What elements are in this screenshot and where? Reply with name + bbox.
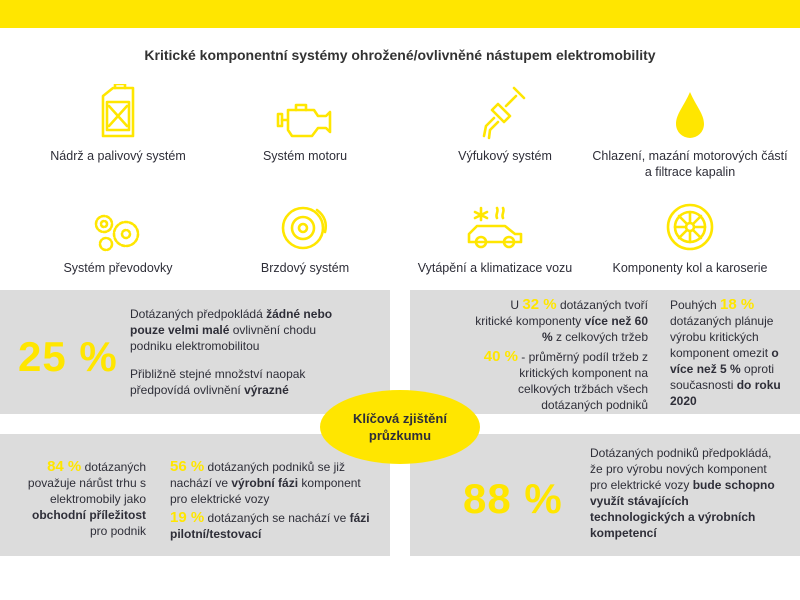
car-climate-icon bbox=[465, 204, 525, 252]
stat-88-percent: 88 % bbox=[463, 475, 563, 522]
fuel-can-icon bbox=[95, 84, 141, 140]
component-fuel bbox=[18, 78, 218, 164]
finding-text-top-left-2: Přibližně stejné množství naopak předpovídá ovlivnění výrazné bbox=[130, 367, 306, 397]
finding-text-bottom-left-3: 19 % dotázaných se nachází ve fázi pilotní/testovací bbox=[170, 509, 370, 541]
component-cooling bbox=[590, 78, 790, 180]
component-label: Systém převodovky bbox=[63, 261, 173, 275]
component-climate bbox=[395, 190, 595, 276]
component-gearbox bbox=[18, 190, 218, 276]
component-label: Komponenty kol a karoserie bbox=[612, 261, 768, 275]
component-label: Chlazení, mazání motorových částí a filtrace kapalin bbox=[592, 149, 788, 179]
component-label: Nádrž a palivový systém bbox=[50, 149, 186, 163]
stat-25-percent: 25 % bbox=[18, 333, 118, 380]
component-label: Výfukový systém bbox=[458, 149, 552, 163]
page-title: Kritické komponentní systémy ohrožené/ovlivněné nástupem elektromobility bbox=[144, 47, 656, 63]
gears-icon bbox=[92, 212, 144, 252]
finding-text-top-right-2: 40 % - průměrný podíl tržeb z kritických komponent na celkových tržbách všech dotázaných podniků bbox=[483, 348, 648, 412]
component-label: Brzdový systém bbox=[260, 261, 350, 275]
exhaust-pipe-icon bbox=[480, 84, 530, 140]
component-exhaust bbox=[405, 78, 605, 164]
wheel-icon bbox=[665, 202, 715, 252]
top-accent-bar bbox=[0, 0, 800, 28]
engine-icon bbox=[274, 100, 336, 140]
finding-text-top-right-3: Pouhých 18 % dotázaných plánuje výrobu kritických komponent omezit o více než 5 % oproti současnosti do roku 2020 bbox=[670, 296, 781, 408]
oil-drop-icon bbox=[672, 90, 708, 140]
component-label: Systém motoru bbox=[262, 149, 348, 163]
finding-text-bottom-left-2: 56 % dotázaných podniků se již nachází ve výrobní fázi komponent pro elektrické vozy bbox=[170, 458, 361, 506]
finding-text-top-left-1: Dotázaných předpokládá žádné nebo pouze velmi malé ovlivnění chodu podniku elektromobilitou bbox=[130, 307, 333, 353]
brake-disc-icon bbox=[279, 202, 331, 252]
key-findings-badge: Klíčová zjištění průzkumu bbox=[320, 390, 480, 464]
finding-text-bottom-right: Dotázaných podniků předpokládá, že pro výrobu nových komponent pro elektrické vozy bude schopno využít stávajících technologických a výrobních kompetencí bbox=[590, 446, 775, 540]
component-wheels bbox=[590, 190, 790, 276]
component-brakes bbox=[205, 190, 405, 276]
finding-text-bottom-left-1: 84 % dotázaných považuje nárůst trhu s elektromobily jako obchodní příležitost pro podnik bbox=[27, 458, 146, 538]
component-engine bbox=[205, 78, 405, 164]
finding-text-top-right-1: U 32 % dotázaných tvoří kritické komponenty více než 60 % z celkových tržeb bbox=[475, 296, 648, 344]
component-label: Vytápění a klimatizace vozu bbox=[417, 261, 573, 275]
